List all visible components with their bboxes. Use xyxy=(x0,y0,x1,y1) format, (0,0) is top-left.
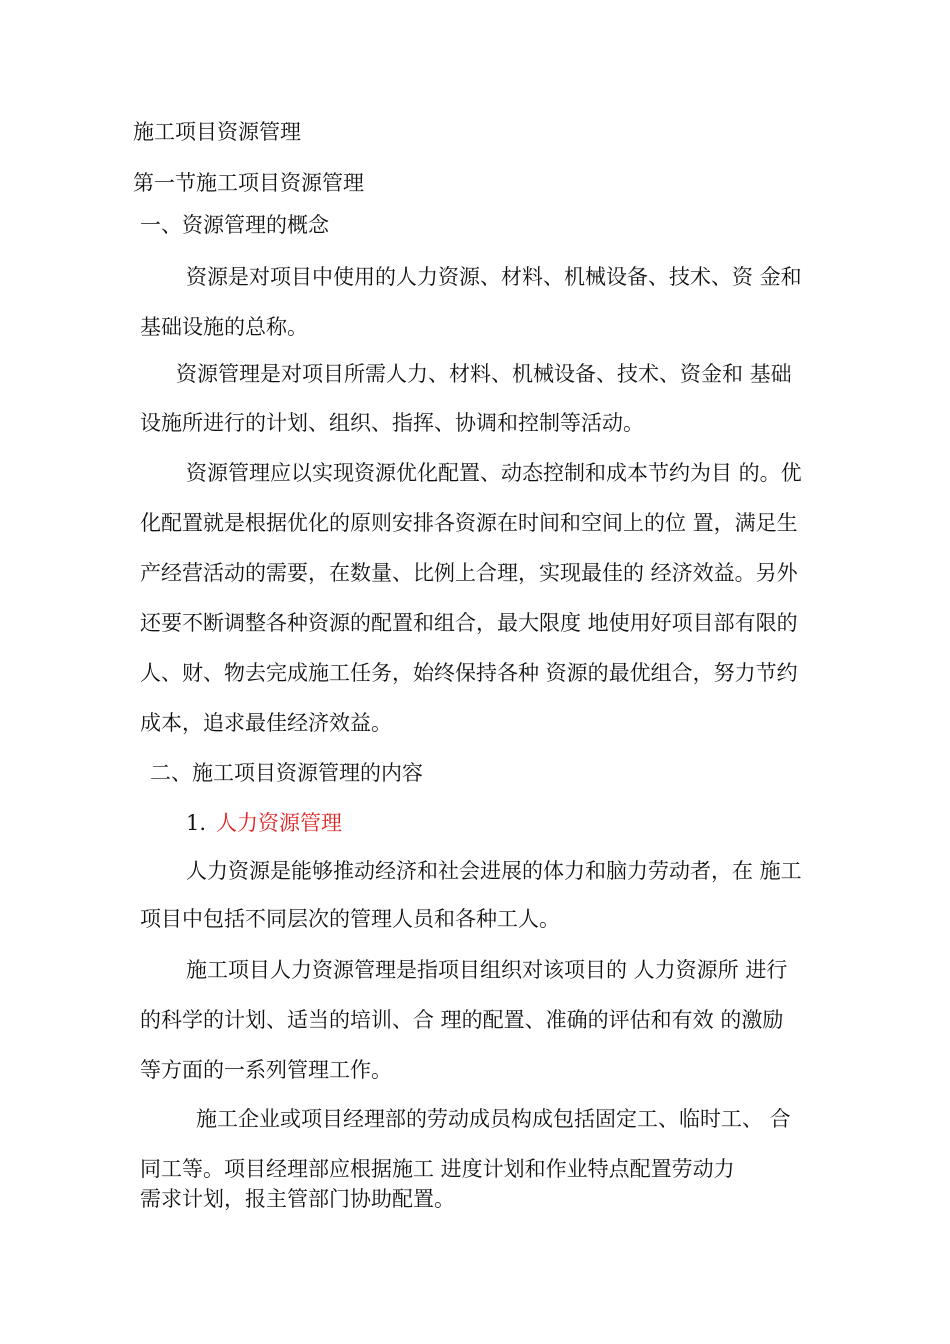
document-title: 施工项目资源管理 xyxy=(133,120,301,144)
paragraph-line: 资源管理应以实现资源优化配置、动态控制和成本节约为目 的。优 xyxy=(186,461,802,485)
paragraph-line: 化配置就是根据优化的原则安排各资源在时间和空间上的位 置，满足生 xyxy=(140,511,798,535)
paragraph-line: 成本，追求最佳经济效益。 xyxy=(140,711,392,735)
paragraph-line: 等方面的一系列管理工作。 xyxy=(140,1058,392,1082)
paragraph-line: 还要不断调整各种资源的配置和组合，最大限度 地使用好项目部有限的 xyxy=(140,611,798,635)
paragraph-line: 施工项目人力资源管理是指项目组织对该项目的 人力资源所 进行 xyxy=(186,958,788,982)
paragraph-line: 产经营活动的需要，在数量、比例上合理，实现最佳的 经济效益。另外 xyxy=(140,561,798,585)
paragraph-line: 需求计划，报主管部门协助配置。 xyxy=(140,1187,455,1211)
list-item-number: 1. xyxy=(186,811,207,835)
paragraph-line: 人力资源是能够推动经济和社会进展的体力和脑力劳动者，在 施工 xyxy=(186,859,802,883)
paragraph-line: 同工等。项目经理部应根据施工 进度计划和作业特点配置劳动力 xyxy=(140,1157,735,1181)
section-title: 第一节施工项目资源管理 xyxy=(133,171,364,195)
paragraph-line: 施工企业或项目经理部的劳动成员构成包括固定工、临时工、 合 xyxy=(196,1107,791,1131)
paragraph-line: 的科学的计划、适当的培训、合 理的配置、准确的评估和有效 的激励 xyxy=(140,1008,784,1032)
paragraph-line: 资源管理是对项目所需人力、材料、机械设备、技术、资金和 基础 xyxy=(176,362,792,386)
paragraph-line: 项目中包括不同层次的管理人员和各种工人。 xyxy=(140,907,560,931)
paragraph-line: 人、财、物去完成施工任务，始终保持各种 资源的最优组合，努力节约 xyxy=(140,661,798,685)
paragraph-line: 基础设施的总称。 xyxy=(140,315,308,339)
heading-content: 二、施工项目资源管理的内容 xyxy=(150,761,423,785)
paragraph-line: 设施所进行的计划、组织、指挥、协调和控制等活动。 xyxy=(140,411,644,435)
heading-concept: 一、资源管理的概念 xyxy=(140,213,329,237)
list-item-title: 人力资源管理 xyxy=(216,811,342,835)
paragraph-line: 资源是对项目中使用的人力资源、材料、机械设备、技术、资 金和 xyxy=(186,265,802,289)
